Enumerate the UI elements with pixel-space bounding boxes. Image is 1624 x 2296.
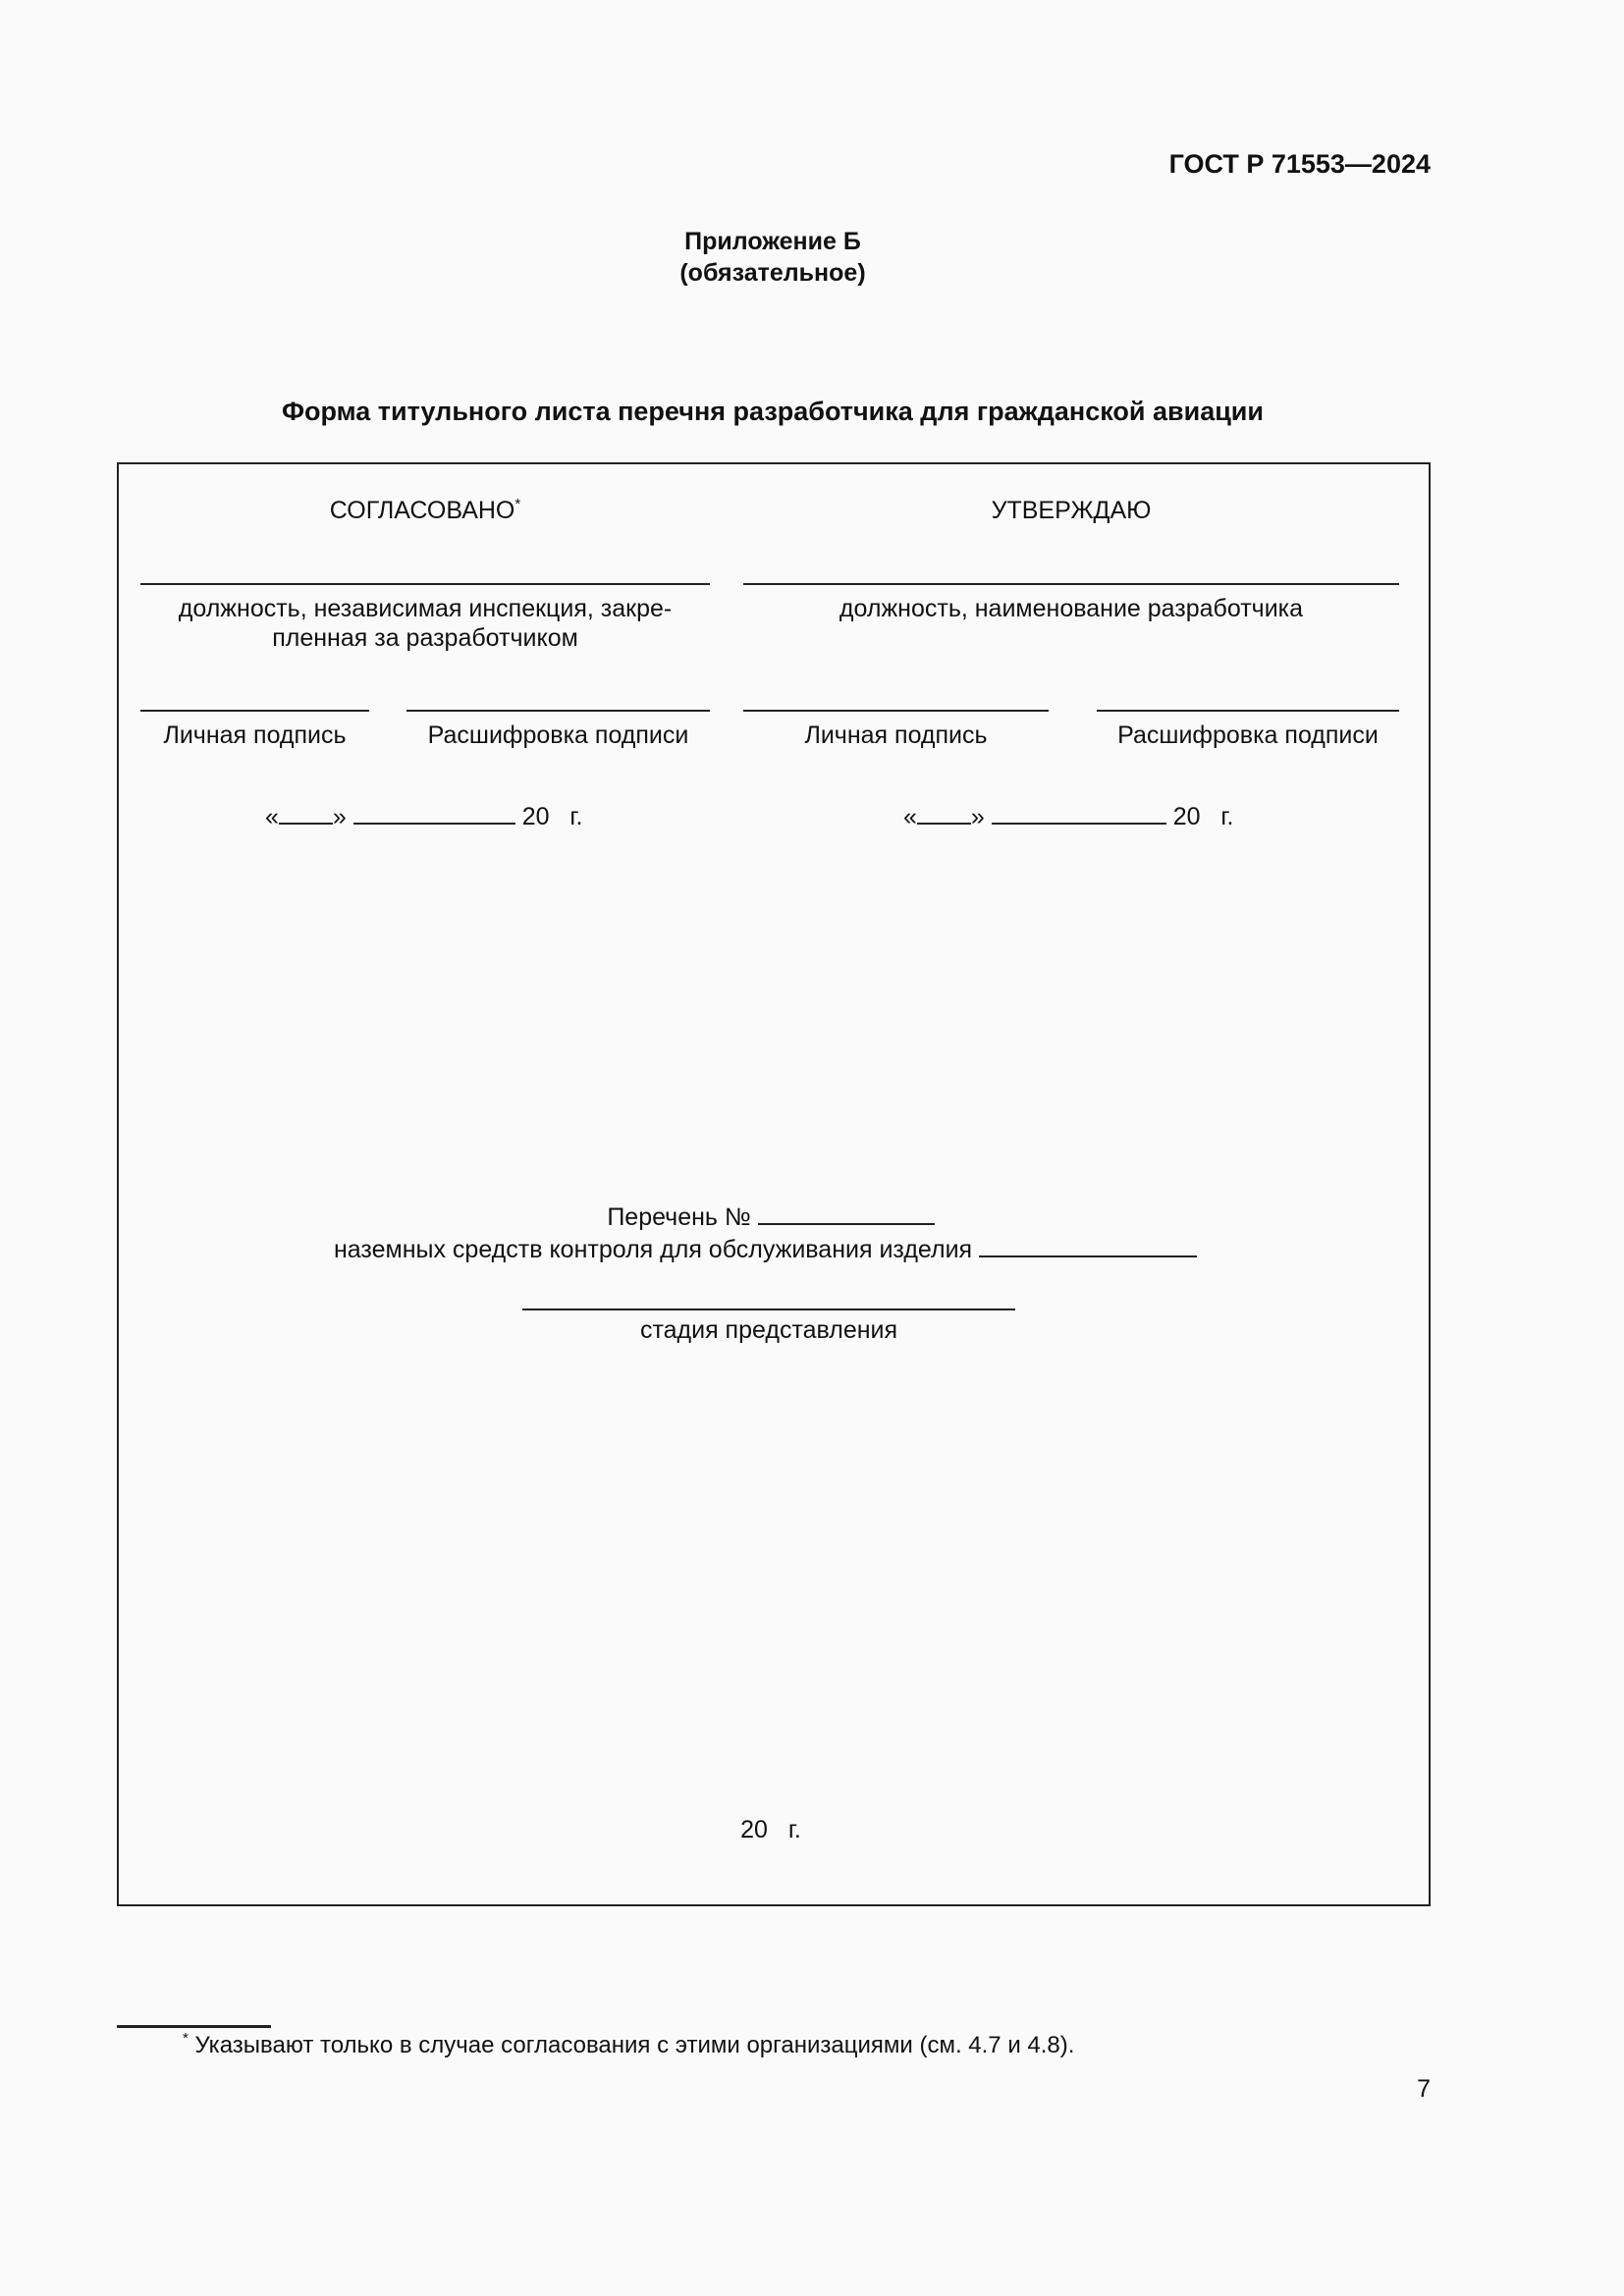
standard-code: ГОСТ Р 71553—2024 xyxy=(1168,149,1431,179)
right-date-line xyxy=(903,801,1233,831)
left-signature-caption: Личная подпись xyxy=(163,721,347,749)
left-decoding-line xyxy=(406,710,710,712)
month-blank xyxy=(992,801,1166,825)
year-suffix: г. xyxy=(1220,803,1234,830)
year-prefix: 20 xyxy=(521,803,550,830)
stage-caption: стадия представления xyxy=(639,1316,898,1344)
date-close-quote: » xyxy=(332,803,347,830)
date-open-quote: « xyxy=(265,803,279,830)
bottom-year xyxy=(628,1814,913,1845)
date-open-quote: « xyxy=(903,803,917,830)
approved-heading xyxy=(140,495,710,526)
left-position-caption-1: должность, независимая инспекция, закре- xyxy=(178,595,673,622)
approve-heading: УТВЕРЖДАЮ xyxy=(991,497,1152,524)
list-subject-line xyxy=(334,1234,1208,1265)
right-position-line xyxy=(743,583,1399,585)
list-subject-text: наземных средств контроля для обслуживания изделия xyxy=(334,1236,973,1263)
right-position-caption: должность, наименование разработчика xyxy=(839,595,1304,622)
left-date-line xyxy=(265,801,582,831)
footnote-mark: * xyxy=(183,2030,189,2047)
day-blank xyxy=(917,801,971,825)
title-page-form-frame xyxy=(117,462,1431,1906)
approved-heading-text: СОГЛАСОВАНО xyxy=(329,497,515,524)
footnote-separator xyxy=(117,2025,271,2028)
year-suffix: г. xyxy=(569,803,583,830)
left-decoding-caption: Расшифровка подписи xyxy=(427,721,689,749)
product-blank xyxy=(979,1234,1197,1257)
footnote-text: Указывают только в случае согласования с этими организациями (см. 4.7 и 4.8). xyxy=(194,2032,1075,2058)
stage-line xyxy=(522,1308,1015,1310)
appendix-status: (обязательное) xyxy=(679,259,866,287)
left-position-line xyxy=(140,583,710,585)
right-decoding-line xyxy=(1097,710,1399,712)
year-prefix: 20 xyxy=(1172,803,1201,830)
right-signature-caption: Личная подпись xyxy=(804,721,988,749)
form-title: Форма титульного листа перечня разработчика для гражданской авиации xyxy=(281,397,1264,426)
left-signature-line xyxy=(140,710,369,712)
month-blank xyxy=(353,801,515,825)
list-number-line xyxy=(334,1201,1208,1233)
page-number: 7 xyxy=(1417,2075,1431,2103)
footnote xyxy=(183,2032,1074,2059)
list-number-label: Перечень № xyxy=(607,1203,751,1231)
right-decoding-caption: Расшифровка подписи xyxy=(1117,721,1379,749)
year-suffix: г. xyxy=(787,1816,801,1843)
right-signature-line xyxy=(743,710,1049,712)
year-prefix: 20 xyxy=(740,1816,768,1843)
appendix-title: Приложение Б xyxy=(684,228,861,255)
footnote-mark: * xyxy=(514,496,521,512)
list-number-blank xyxy=(758,1201,935,1225)
day-blank xyxy=(279,801,333,825)
left-position-caption-2: пленная за разработчиком xyxy=(272,624,578,652)
date-close-quote: » xyxy=(970,803,985,830)
